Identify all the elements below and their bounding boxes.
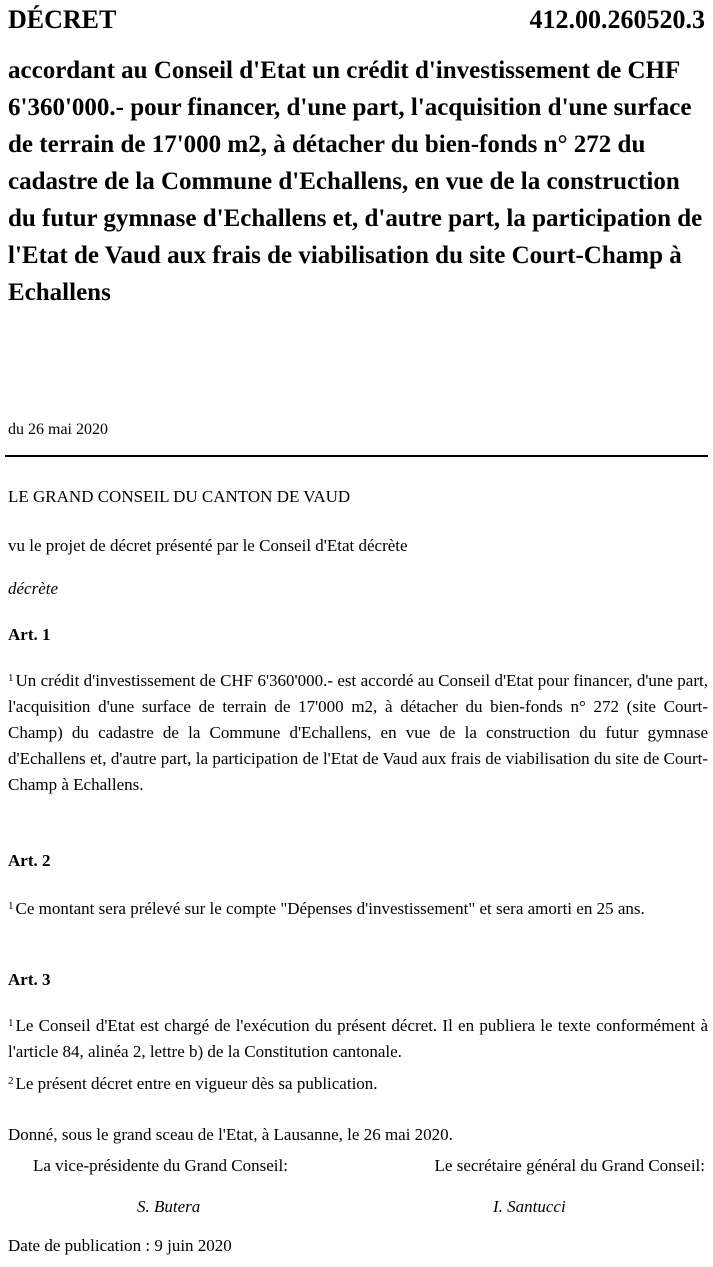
article-2-heading: Art. 2 bbox=[8, 851, 51, 870]
signatory-left-name: S. Butera bbox=[137, 1197, 201, 1216]
paragraph-number: 2 bbox=[8, 1075, 14, 1087]
paragraph-text: Le Conseil d'Etat est chargé de l'exécution du présent décret. Il en publiera le texte conformément à l'article 84, alinéa 2, lettre b) de la Constitution cantonale. bbox=[8, 1016, 708, 1061]
signatory-right-name: I. Santucci bbox=[493, 1197, 566, 1216]
publication-date: Date de publication : 9 juin 2020 bbox=[8, 1236, 232, 1255]
preamble: vu le projet de décret présenté par le Conseil d'Etat décrète bbox=[8, 536, 408, 555]
article-3-paragraph-1 bbox=[8, 1013, 708, 1065]
paragraph-text: Ce montant sera prélevé sur le compte "Dépenses d'investissement" et sera amorti en 25 ans. bbox=[15, 899, 645, 918]
article-2-paragraph-1 bbox=[8, 896, 708, 922]
article-3-paragraph-2 bbox=[8, 1071, 708, 1097]
paragraph-text: Le présent décret entre en vigueur dès sa publication. bbox=[15, 1074, 378, 1093]
paragraph-number: 1 bbox=[8, 1017, 14, 1029]
article-1-heading: Art. 1 bbox=[8, 625, 51, 644]
decree-date: du 26 mai 2020 bbox=[8, 421, 108, 438]
article-1-paragraph-1 bbox=[8, 668, 708, 798]
paragraph-number: 1 bbox=[8, 900, 14, 912]
document-type: DÉCRET bbox=[8, 5, 117, 34]
assembly-name: LE GRAND CONSEIL DU CANTON DE VAUD bbox=[8, 487, 351, 506]
decree-title: accordant au Conseil d'Etat un crédit d'investissement de CHF 6'360'000.- pour financer, d'une part, l'acquisition d'une surface de terrain de 17'000 m2, à détacher du bien-fonds n° 272 du cadastre de la Commune d'Echallens, en vue de la construction du futur gymnase d'Echallens et, d'autre part, la participation de l'Etat de Vaud aux frais de viabilisation du site Court-Champ à Echallens bbox=[8, 57, 703, 306]
signatory-left-role: La vice-présidente du Grand Conseil: bbox=[33, 1156, 288, 1175]
given-statement: Donné, sous le grand sceau de l'Etat, à Lausanne, le 26 mai 2020. bbox=[8, 1125, 453, 1144]
paragraph-text: Un crédit d'investissement de CHF 6'360'000.- est accordé au Conseil d'Etat pour financer, d'une part, l'acquisition d'une surface de terrain de 17'000 m2, à détacher du bien-fonds n° 272 (site Court-Champ) du cadastre de la Commune d'Echallens, en vue de la construction du futur gymnase d'Echallens et, d'autre part, la participation de l'Etat de Vaud aux frais de viabilisation du site de Court-Champ à Echallens. bbox=[8, 671, 708, 794]
signatory-right-role: Le secrétaire général du Grand Conseil: bbox=[434, 1156, 705, 1175]
paragraph-number: 1 bbox=[8, 672, 14, 684]
decrete-word: décrète bbox=[8, 579, 59, 598]
separator-rule bbox=[5, 455, 708, 457]
document-reference: 412.00.260520.3 bbox=[529, 5, 705, 34]
article-3-heading: Art. 3 bbox=[8, 970, 51, 989]
